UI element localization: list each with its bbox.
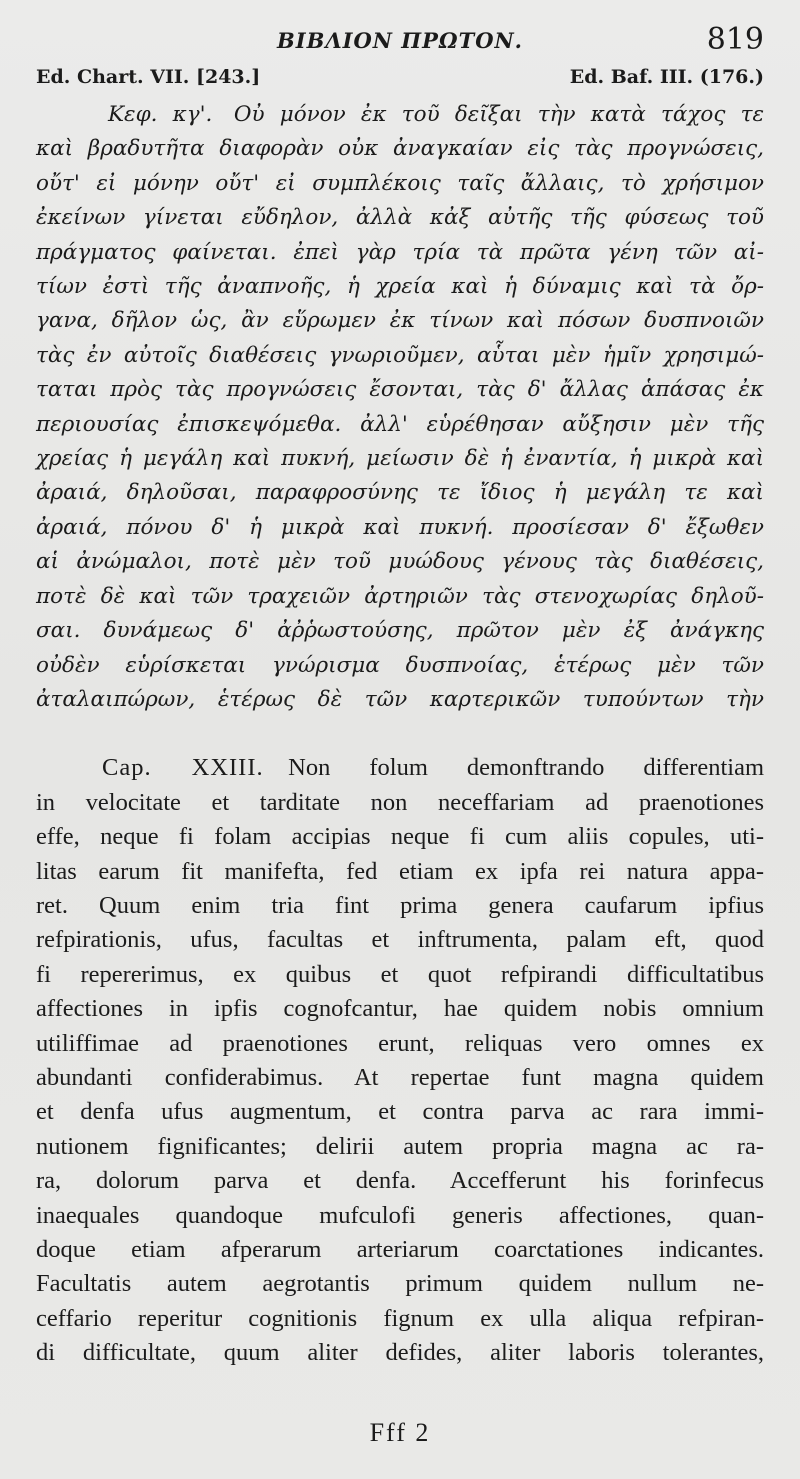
latin-line	[36, 820, 764, 854]
latin-line	[36, 751, 764, 785]
latin-line	[36, 958, 764, 992]
greek-line-text: ἀταλαιπώρων, ἑτέρως δὲ τῶν καρτερικῶν τυπούντων τὴν	[36, 686, 764, 712]
greek-line	[36, 649, 764, 683]
greek-line	[36, 236, 764, 270]
latin-line-text: ret. Quum enim tria fint prima genera caufarum ipfius	[36, 891, 764, 919]
latin-line-text: doque etiam afperarum arteriarum coarctationes indicantes.	[36, 1236, 764, 1263]
greek-line-text: οὔτ' εἰ μόνην οὔτ' εἰ συμπλέκοις ταῖς ἄλλαις, τὸ χρήσιμον	[36, 170, 764, 196]
greek-line-text: ἐκείνων γίνεται εὔδηλον, ἀλλὰ κἀξ αὐτῆς τῆς φύσεως τοῦ	[36, 205, 764, 231]
greek-line-text: περιουσίας ἐπισκεψόμεθα. ἀλλ' εὑρέθησαν αὔξησιν μὲν τῆς	[36, 411, 764, 437]
greek-line-text: ταται πρὸς τὰς προγνώσεις ἔσονται, τὰς δ' ἄλλας ἁπάσας ἐκ	[36, 377, 764, 403]
latin-line	[36, 992, 764, 1026]
greek-line-text: πράγματος φαίνεται. ἐπεὶ γὰρ τρία τὰ πρῶτα γένη τῶν αἰ-	[36, 239, 764, 265]
latin-line	[36, 889, 764, 923]
latin-line-text: et denfa ufus augmentum, et contra parva ac rara immi-	[36, 1098, 764, 1126]
latin-line-text: affectiones in ipfis cognofcantur, hae quidem nobis omnium	[36, 995, 764, 1023]
latin-line	[36, 1095, 764, 1129]
latin-chapter-label: Cap. XXIII.	[102, 754, 264, 782]
greek-line	[36, 511, 764, 545]
greek-line	[36, 408, 764, 442]
greek-line	[36, 614, 764, 648]
greek-line	[36, 304, 764, 338]
greek-line-text: ἀραιά, πόνου δ' ἡ μικρὰ καὶ πυκνή. προσίεσαν δ' ἔξωθεν	[36, 514, 764, 540]
greek-chapter-label: Κεφ. κγ'.	[108, 102, 213, 127]
latin-text	[36, 751, 764, 1370]
latin-line-text: litas earum fit manifefta, fed etiam ex ipfa rei natura appa-	[36, 857, 764, 885]
latin-line	[36, 1267, 764, 1301]
latin-line	[36, 1164, 764, 1198]
latin-line-text: effe, neque fi folam accipias neque fi cum aliis copules, uti-	[36, 823, 764, 851]
edition-line	[36, 66, 764, 96]
greek-line	[36, 545, 764, 579]
latin-line-text: Facultatis autem aegrotantis primum quidem nullum ne-	[36, 1270, 764, 1298]
greek-line-text: τίων ἐστὶ τῆς ἀναπνοῆς, ἡ χρεία καὶ ἡ δύναμις καὶ τὰ ὄρ-	[36, 274, 764, 300]
latin-line-text: ra, dolorum parva et denfa. Accefferunt his forinfecus	[36, 1167, 764, 1195]
latin-line	[36, 1336, 764, 1370]
latin-line-text: ceffario reperitur cognitionis fignum ex ulla aliqua refpiran-	[36, 1304, 764, 1332]
latin-line	[36, 786, 764, 820]
greek-line	[36, 373, 764, 407]
latin-line-text: inaequales quandoque mufculofi generis affectiones, quan-	[36, 1201, 764, 1229]
greek-line-text: χρείας ἡ μεγάλη καὶ πυκνή, μείωσιν δὲ ἡ ἐναντία, ἡ μικρὰ καὶ	[36, 446, 764, 472]
greek-line-text: σαι. δυνάμεως δ' ἀῤῥωστούσης, πρῶτον μὲν ἐξ ἀνάγκης	[36, 618, 764, 644]
greek-line-text: ἀραιά, δηλοῦσαι, παραφροσύνης τε ἴδιος ἡ μεγάλη τε καὶ	[36, 480, 764, 506]
latin-line	[36, 1130, 764, 1164]
latin-line-text: utiliffimae ad praenotiones erunt, reliquas vero omnes ex	[36, 1029, 764, 1057]
latin-line-text: in velocitate et tarditate non neceffariam ad praenotiones	[36, 788, 764, 816]
edition-basel: Ed. Baf. III. (176.)	[569, 66, 764, 88]
greek-line-text: καὶ βραδυτῆτα διαφορὰν οὐκ ἀναγκαίαν εἰς τὰς προγνώσεις,	[36, 136, 764, 162]
greek-line	[36, 476, 764, 510]
greek-line	[36, 339, 764, 373]
greek-line-text: ποτὲ δὲ καὶ τῶν τραχειῶν ἀρτηριῶν τὰς στενοχωρίας δηλοῦ-	[36, 583, 764, 609]
latin-line	[36, 1027, 764, 1061]
greek-line	[36, 442, 764, 476]
latin-line-text: di difficultate, quum aliter defides, aliter laboris tolerantes,	[36, 1339, 764, 1367]
greek-line	[36, 580, 764, 614]
latin-line	[36, 923, 764, 957]
greek-line	[36, 201, 764, 235]
printer-signature: Fff 2	[369, 1418, 431, 1447]
latin-line	[36, 1061, 764, 1095]
latin-line-text: Non folum demonftrando differentiam	[288, 754, 765, 782]
greek-line-text: οὐδὲν εὑρίσκεται γνώρισμα δυσπνοίας, ἑτέρως μὲν τῶν	[36, 652, 764, 678]
greek-text	[36, 98, 764, 717]
greek-line-text: τὰς ἐν αὐτοῖς διαθέσεις γνωριοῦμεν, αὗται μὲν ἡμῖν χρησιμώ-	[36, 342, 764, 368]
page-number: 819	[706, 22, 764, 57]
greek-line	[36, 270, 764, 304]
greek-line	[36, 683, 764, 717]
greek-line-text: γανα, δῆλον ὡς, ἂν εὕρωμεν ἐκ τίνων καὶ πόσων δυσπνοιῶν	[36, 308, 764, 334]
greek-line	[36, 132, 764, 166]
edition-chart: Ed. Chart. VII. [243.]	[36, 66, 261, 88]
latin-line-text: refpirationis, ufus, facultas et inftrumenta, palam eft, quod	[36, 926, 764, 954]
latin-line	[36, 1199, 764, 1233]
latin-line	[36, 1302, 764, 1336]
latin-line	[36, 1233, 764, 1267]
greek-line	[36, 98, 764, 132]
greek-line-text: αἱ ἀνώμαλοι, ποτὲ μὲν τοῦ μυώδους γένους τὰς διαθέσεις,	[36, 549, 764, 575]
running-title: ΒΙΒΛΙΟΝ ΠΡΩΤΟΝ.	[277, 28, 523, 53]
latin-line-text: abundanti confiderabimus. At repertae funt magna quidem	[36, 1063, 764, 1091]
latin-line-text: fi repererimus, ex quibus et quot refpirandi difficultatibus	[36, 960, 764, 988]
latin-line	[36, 855, 764, 889]
greek-line-text: Οὐ μόνον ἐκ τοῦ δεῖξαι τὴν κατὰ τάχος τε	[233, 102, 765, 127]
running-head	[36, 22, 764, 58]
greek-line	[36, 167, 764, 201]
latin-line-text: nutionem fignificantes; delirii autem propria magna ac ra-	[36, 1132, 764, 1160]
